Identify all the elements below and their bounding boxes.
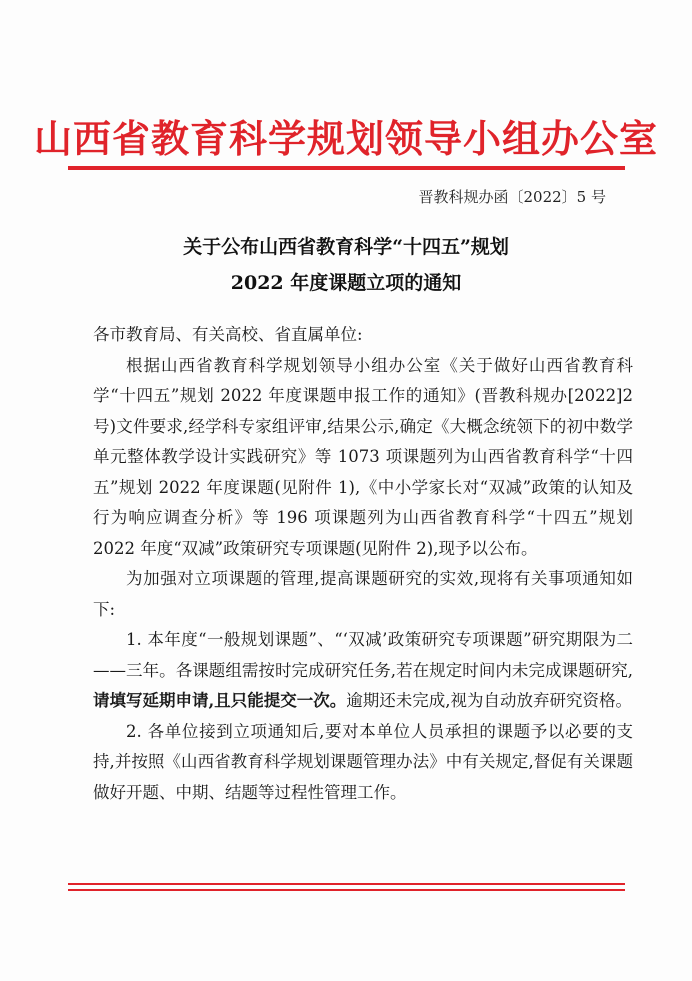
header-red-rule [68,166,625,170]
item-1-text-end: 逾期还未完成,视为自动放弃研究资格。 [346,691,632,710]
document-number: 晋教科规办函〔2022〕5 号 [418,188,606,206]
paragraph-management-intro: 为加强对立项课题的管理,提高课题研究的实效,现将有关事项通知如下: [93,569,633,619]
salutation: 各市教育局、有关高校、省直属单位: [93,325,363,344]
paragraph-item-2: 2. 各单位接到立项通知后,要对本单位人员承担的课题予以必要的支持,并按照《山西省教育科学规划课题管理办法》中有关规定,督促有关课题做好开题、中期、结题等过程性管理工作。 [93,721,633,802]
paragraph-item-1 [93,625,633,717]
item-1-bold-text: 请填写延期申请,且只能提交一次。 [93,691,347,710]
notice-title-line-1: 关于公布山西省教育科学“十四五”规划 [183,236,509,258]
footer-red-rule-2 [68,889,625,891]
notice-title-line-2: 2022 年度课题立项的通知 [230,272,462,294]
issuing-office-title: 山西省教育科学规划领导小组办公室 [33,116,658,161]
footer-red-rule-1 [68,883,625,885]
paragraph-announcement: 根据山西省教育科学规划领导小组办公室《关于做好山西省教育科学“十四五”规划 2022 年度课题申报工作的通知》(晋教科规办[2022]2 号)文件要求,经学科专家组评审,结果公示,确定《大概念统领下的初中数学单元整体教学设计实践研究》等 1073 项课题列为山西省教育科学“十四五”规划 2022 年度课题(见附件 1),《中小学家长对“双减”政策的认知及行为响应调查分析》等 196 项课题列为山西省教育科学“十四五”规划 2022 年度“双减”政策研究专项课题(见附件 2),现予以公布。 [93,355,633,558]
item-1-text: 1. 本年度“一般规划课题”、“‘双减’政策研究专项课题”研究期限为二——三年。各课题组需按时完成研究任务,若在规定时间内未完成课题研究, [93,630,633,680]
notice-body [93,320,633,808]
